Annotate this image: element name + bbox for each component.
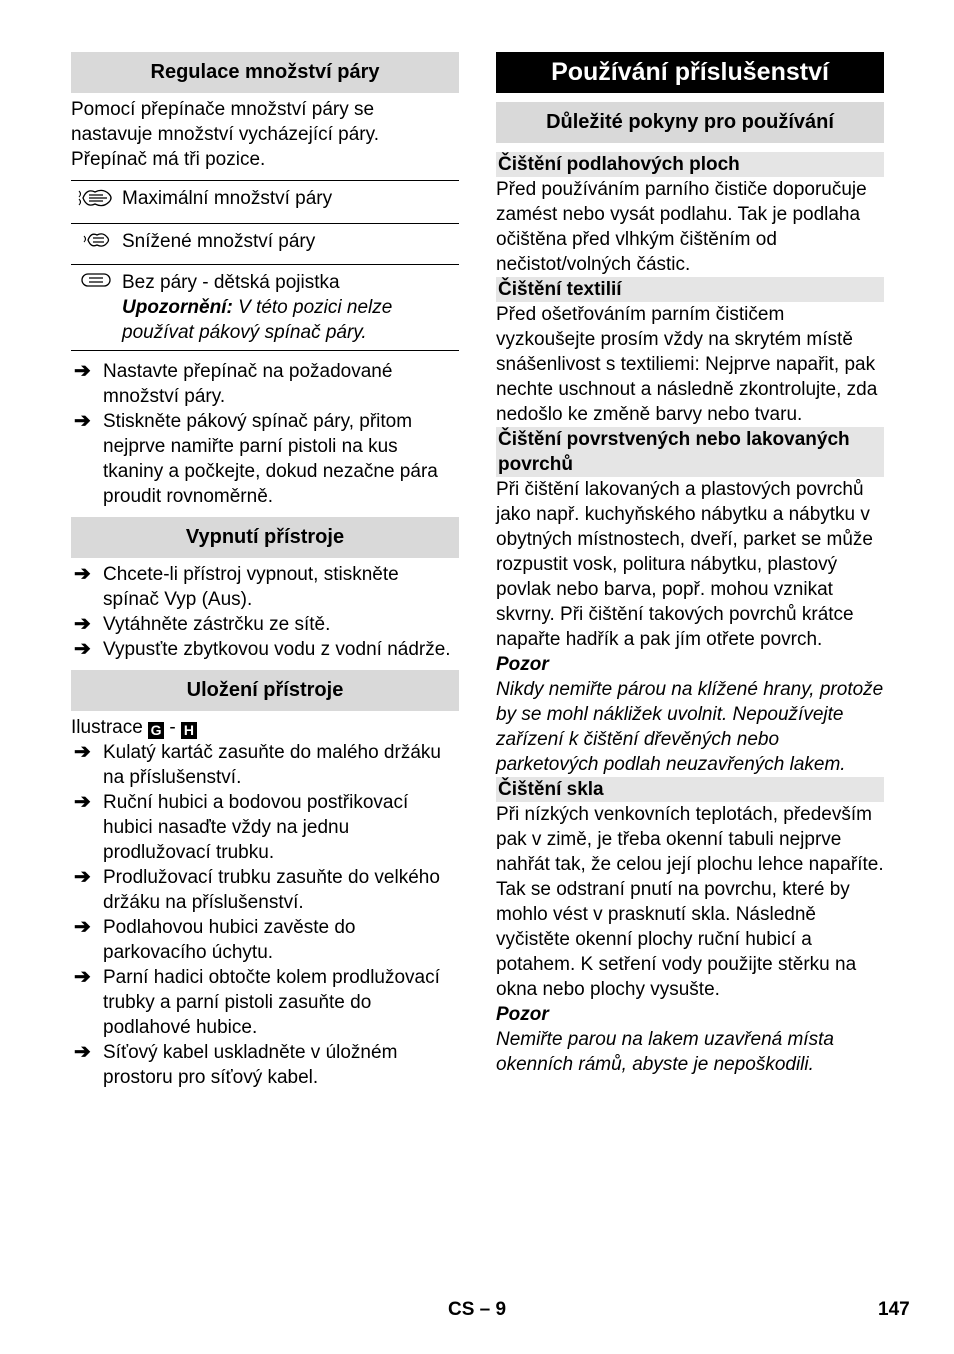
arrow-right-icon: ➔ [74, 866, 91, 888]
left-column [71, 52, 459, 1090]
note-label: Upozornění: [122, 297, 233, 318]
steam-row-reduced [71, 224, 459, 265]
glass-caution-label: Pozor [496, 1004, 549, 1025]
illustration-reference: Ilustrace G - H [71, 715, 459, 740]
list-item: ➔ Vytáhněte zástrčku ze sítě. [74, 613, 331, 635]
switch-off-steps [71, 562, 459, 662]
coated-surfaces-heading: Čištění povrstvených nebo lakovaných povrchů [496, 427, 884, 477]
list-item: ➔ Nastavte přepínač na požadované množství páry. [74, 360, 393, 407]
reduced-steam-icon [80, 236, 112, 257]
list-item: ➔ Kulatý kartáč zasuňte do malého držáku na příslušenství. [74, 741, 441, 788]
arrow-right-icon: ➔ [74, 1041, 91, 1063]
coated-surfaces-text: Při čištění lakovaných a plastových povrchů jako např. kuchyňského nábytku a nábytku v obytných místnostech, dveří, parket se může rozpustit vosk, politura nábytku, plastový povlak nebo barva, popř. mohou vznikat skvrny. Při čištění takových povrchů krátce napařte hadřík a pak jím otřete povrch. [496, 479, 874, 650]
list-item: ➔ Chcete-li přístroj vypnout, stiskněte spínač Vyp (Aus). [74, 563, 399, 610]
list-item: ➔ Podlahovou hubici zavěste do parkovacího úchytu. [74, 916, 356, 963]
steam-row-none-text: Bez páry - dětská pojistka [122, 272, 340, 293]
page-number: 147 [878, 1299, 910, 1320]
textiles-heading: Čištění textilií [496, 277, 884, 302]
steam-regulation-intro: Pomocí přepínače množství páry se nastavuje množství vycházející páry. Přepínač má tři pozice. [71, 99, 379, 170]
right-column [496, 52, 884, 1077]
list-item: ➔ Síťový kabel uskladněte v úložném prostoru pro síťový kabel. [74, 1041, 398, 1088]
arrow-right-icon: ➔ [74, 613, 91, 635]
steam-row-none [71, 265, 459, 351]
max-steam-icon [77, 195, 115, 216]
list-item: ➔ Stiskněte pákový spínač páry, přitom nejprve namiřte parní pistoli na kus tkaniny a počkejte, dokud nezačne pára proudit rovnoměrně. [74, 410, 438, 507]
coated-caution-label: Pozor [496, 654, 549, 675]
storage-heading: Uložení přístroje [71, 670, 459, 711]
steam-row-max [71, 181, 459, 224]
storage-steps [71, 740, 459, 1090]
steam-row-reduced-text: Snížené množství páry [121, 224, 459, 265]
arrow-right-icon: ➔ [74, 638, 91, 660]
arrow-right-icon: ➔ [74, 916, 91, 938]
arrow-right-icon: ➔ [74, 410, 91, 432]
list-item: ➔ Ruční hubici a bodovou postřikovací hubici nasaďte vždy na jednu prodlužovací trubku. [74, 791, 409, 863]
arrow-right-icon: ➔ [74, 791, 91, 813]
accessories-main-heading: Používání příslušenství [496, 52, 884, 93]
arrow-right-icon: ➔ [74, 563, 91, 585]
child-lock-note [122, 295, 459, 345]
section-page-label: CS – 9 [448, 1299, 507, 1320]
note-text: V této pozici nelze používat pákový spínač páry. [122, 297, 393, 343]
glass-caution-text: Nemiřte parou na lakem uzavřená místa okenních rámů, abyste je nepoškodili. [496, 1029, 834, 1075]
steam-regulation-steps [71, 359, 459, 509]
list-item: ➔ Prodlužovací trubku zasuňte do velkého držáku na příslušenství. [74, 866, 440, 913]
switch-off-heading: Vypnutí přístroje [71, 517, 459, 558]
steam-level-table [71, 180, 459, 351]
arrow-right-icon: ➔ [74, 966, 91, 988]
floors-heading: Čištění podlahových ploch [496, 152, 884, 177]
important-notes-heading: Důležité pokyny pro používání [496, 102, 884, 143]
textiles-text: Před ošetřováním parním čističem vyzkoušejte prosím vždy na skrytém místě snášenlivost s textiliemi: Nejprve napařit, pak nechte uschnout a následně zkontrolujte, zda nedošlo ke změně barvy nebo tvaru. [496, 304, 878, 425]
steam-regulation-heading: Regulace množství páry [71, 52, 459, 93]
no-steam-icon [79, 275, 113, 296]
coated-caution-text: Nikdy nemiřte párou na klížené hrany, protože by se mohl nákližek uvolnit. Nepoužívejte zařízení k čištění dřevěných nebo parketových podlah neuzavřených lakem. [496, 679, 884, 775]
arrow-right-icon: ➔ [74, 741, 91, 763]
figure-h-badge: H [181, 722, 197, 739]
floors-text: Před používáním parního čističe doporučuje zamést nebo vysát podlahu. Tak je podlaha očištěna před vlhkým čištěním od nečistot/volných částic. [496, 179, 867, 275]
list-item: ➔ Vypusťte zbytkovou vodu z vodní nádrže. [74, 638, 451, 660]
steam-row-max-text: Maximální množství páry [121, 181, 459, 224]
glass-text: Při nízkých venkovních teplotách, především pak v zimě, je třeba okenní tabuli nejprve nahřát tak, že celou její plochu lehce napaříte. Tak se odstraní pnutí na povrchu, které by mohlo vést v prasknutí skla. Následně vyčistěte okenní plochy ruční hubicí a potahem. K setření vody použijte stěrku na okna nebo plochy vysušte. [496, 804, 884, 1000]
list-item: ➔ Parní hadici obtočte kolem prodlužovací trubky a parní pistoli zasuňte do podlahové hubice. [74, 966, 440, 1038]
arrow-right-icon: ➔ [74, 360, 91, 382]
glass-heading: Čištění skla [496, 777, 884, 802]
figure-g-badge: G [148, 722, 164, 739]
